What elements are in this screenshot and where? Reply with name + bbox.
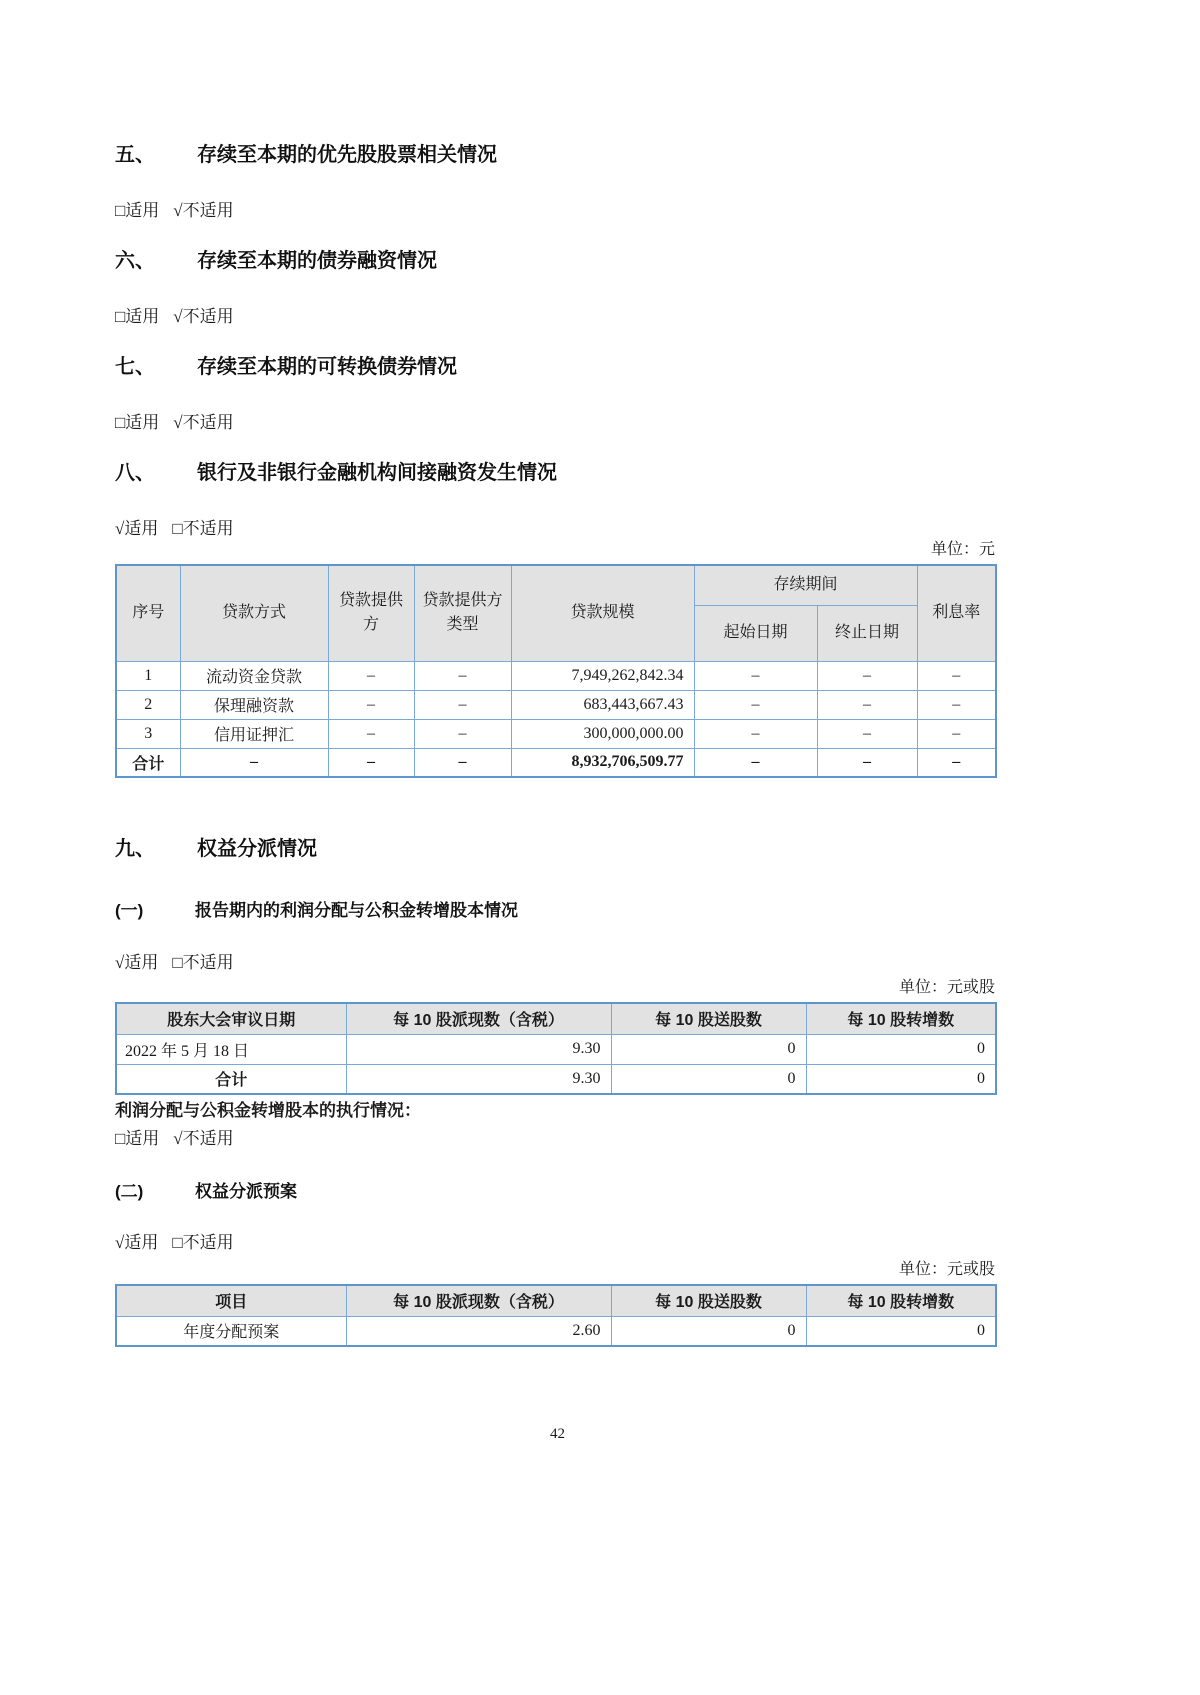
col-header-meeting-date: 股东大会审议日期 (116, 1003, 346, 1034)
cell-cash: 2.60 (346, 1316, 611, 1346)
cell-scale: 683,443,667.43 (511, 690, 694, 719)
table-row (116, 661, 996, 690)
cell-provider: – (328, 690, 414, 719)
col-header-transfer-per-10: 每 10 股转增数 (806, 1285, 996, 1316)
applicability-line (115, 952, 995, 974)
page-content (115, 0, 995, 1347)
section-title: 存续至本期的可转换债券情况 (197, 356, 457, 378)
cell-transfer: 0 (806, 1316, 996, 1346)
subsection-heading-9-1 (115, 899, 995, 922)
cell-transfer: 0 (806, 1034, 996, 1064)
cell-method: 信用证押汇 (180, 719, 328, 748)
applicability-line (115, 412, 995, 434)
subsection-number: (二) (115, 1182, 144, 1201)
cell-provider: – (328, 661, 414, 690)
section-number: 五、 (115, 144, 155, 166)
cell-end: – (817, 719, 917, 748)
checkbox-not-applicable: √不适用 (173, 413, 234, 432)
section-heading-5 (115, 142, 995, 168)
cell-start: – (694, 719, 817, 748)
proposal-table (115, 1284, 997, 1347)
table-row (116, 1316, 996, 1346)
checkbox-not-applicable: √不适用 (173, 307, 234, 326)
cell-rate: – (917, 661, 996, 690)
cell-start: – (694, 690, 817, 719)
cell-bonus: 0 (611, 1316, 806, 1346)
checkbox-applicable: √适用 (115, 1233, 159, 1252)
section-title: 存续至本期的债券融资情况 (197, 250, 437, 272)
subsection-title: 报告期内的利润分配与公积金转增股本情况 (195, 901, 518, 920)
cell-method: 流动资金贷款 (180, 661, 328, 690)
cell-meeting-date: 2022 年 5 月 18 日 (116, 1034, 346, 1064)
cell-method: 保理融资款 (180, 690, 328, 719)
applicability-line (115, 1232, 995, 1254)
cell-transfer: 0 (806, 1064, 996, 1094)
cell-bonus: 0 (611, 1034, 806, 1064)
cell-provider: – (328, 719, 414, 748)
cell-scale: 300,000,000.00 (511, 719, 694, 748)
checkbox-not-applicable: □不适用 (172, 519, 234, 538)
cell-scale: 7,949,262,842.34 (511, 661, 694, 690)
checkbox-applicable: □适用 (115, 201, 160, 220)
applicability-line (115, 1128, 995, 1150)
col-header-scale: 贷款规模 (511, 565, 694, 661)
section-heading-7 (115, 354, 995, 380)
loan-table (115, 564, 997, 778)
checkbox-not-applicable: √不适用 (173, 201, 234, 220)
col-header-method: 贷款方式 (180, 565, 328, 661)
cell-provider: – (328, 748, 414, 777)
checkbox-not-applicable: □不适用 (172, 1233, 234, 1252)
checkbox-applicable: □适用 (115, 1129, 160, 1148)
cell-end: – (817, 661, 917, 690)
applicability-line (115, 518, 995, 540)
cell-provider-type: – (414, 719, 511, 748)
table-row (116, 690, 996, 719)
section-heading-8 (115, 460, 995, 486)
checkbox-applicable: √适用 (115, 519, 159, 538)
cell-item: 年度分配预案 (116, 1316, 346, 1346)
table-row (116, 1034, 996, 1064)
cell-seq: 1 (116, 661, 180, 690)
cell-cash: 9.30 (346, 1064, 611, 1094)
cell-rate: – (917, 719, 996, 748)
col-header-duration: 存续期间 (694, 565, 917, 605)
cell-scale: 8,932,706,509.77 (511, 748, 694, 777)
cell-end: – (817, 690, 917, 719)
col-header-item: 项目 (116, 1285, 346, 1316)
section-number: 七、 (115, 356, 155, 378)
cell-rate: – (917, 748, 996, 777)
subsection-number: (一) (115, 901, 144, 920)
cell-start: – (694, 661, 817, 690)
checkbox-applicable: □适用 (115, 307, 160, 326)
cell-seq: 合计 (116, 748, 180, 777)
checkbox-applicable: □适用 (115, 413, 160, 432)
subsection-heading-9-2 (115, 1180, 995, 1203)
section-title: 银行及非银行金融机构间接融资发生情况 (197, 462, 557, 484)
unit-label: 单位：元或股 (898, 979, 995, 996)
execution-note: 利润分配与公积金转增股本的执行情况： (115, 1101, 421, 1120)
col-header-provider-type: 贷款提供方类型 (414, 565, 511, 661)
cell-method: – (180, 748, 328, 777)
section-heading-9 (115, 836, 995, 862)
section-title: 权益分派情况 (197, 838, 317, 860)
table-total-row (116, 748, 996, 777)
col-header-transfer-per-10: 每 10 股转增数 (806, 1003, 996, 1034)
section-number: 八、 (115, 462, 155, 484)
section-title: 存续至本期的优先股股票相关情况 (197, 144, 497, 166)
cell-provider-type: – (414, 748, 511, 777)
cell-seq: 3 (116, 719, 180, 748)
section-number: 九、 (115, 838, 155, 860)
cell-end: – (817, 748, 917, 777)
table-row (116, 719, 996, 748)
cell-start: – (694, 748, 817, 777)
applicability-line (115, 200, 995, 222)
col-header-bonus-per-10: 每 10 股送股数 (611, 1285, 806, 1316)
col-header-seq: 序号 (116, 565, 180, 661)
checkbox-applicable: √适用 (115, 953, 159, 972)
section-heading-6 (115, 248, 995, 274)
unit-label: 单位：元 (930, 541, 995, 558)
cell-provider-type: – (414, 661, 511, 690)
col-header-cash-per-10: 每 10 股派现数（含税） (346, 1285, 611, 1316)
subsection-title: 权益分派预案 (195, 1182, 297, 1201)
col-header-provider: 贷款提供方 (328, 565, 414, 661)
col-header-start-date: 起始日期 (694, 605, 817, 661)
col-header-bonus-per-10: 每 10 股送股数 (611, 1003, 806, 1034)
checkbox-not-applicable: √不适用 (173, 1129, 234, 1148)
applicability-line (115, 306, 995, 328)
dividend-table (115, 1002, 997, 1095)
section-number: 六、 (115, 250, 155, 272)
page-number: 42 (550, 1426, 565, 1442)
col-header-interest-rate: 利息率 (917, 565, 996, 661)
col-header-end-date: 终止日期 (817, 605, 917, 661)
col-header-cash-per-10: 每 10 股派现数（含税） (346, 1003, 611, 1034)
cell-seq: 2 (116, 690, 180, 719)
checkbox-not-applicable: □不适用 (172, 953, 234, 972)
table-total-row (116, 1064, 996, 1094)
cell-provider-type: – (414, 690, 511, 719)
cell-bonus: 0 (611, 1064, 806, 1094)
cell-total-label: 合计 (116, 1064, 346, 1094)
unit-label: 单位：元或股 (898, 1261, 995, 1278)
cell-cash: 9.30 (346, 1034, 611, 1064)
cell-rate: – (917, 690, 996, 719)
